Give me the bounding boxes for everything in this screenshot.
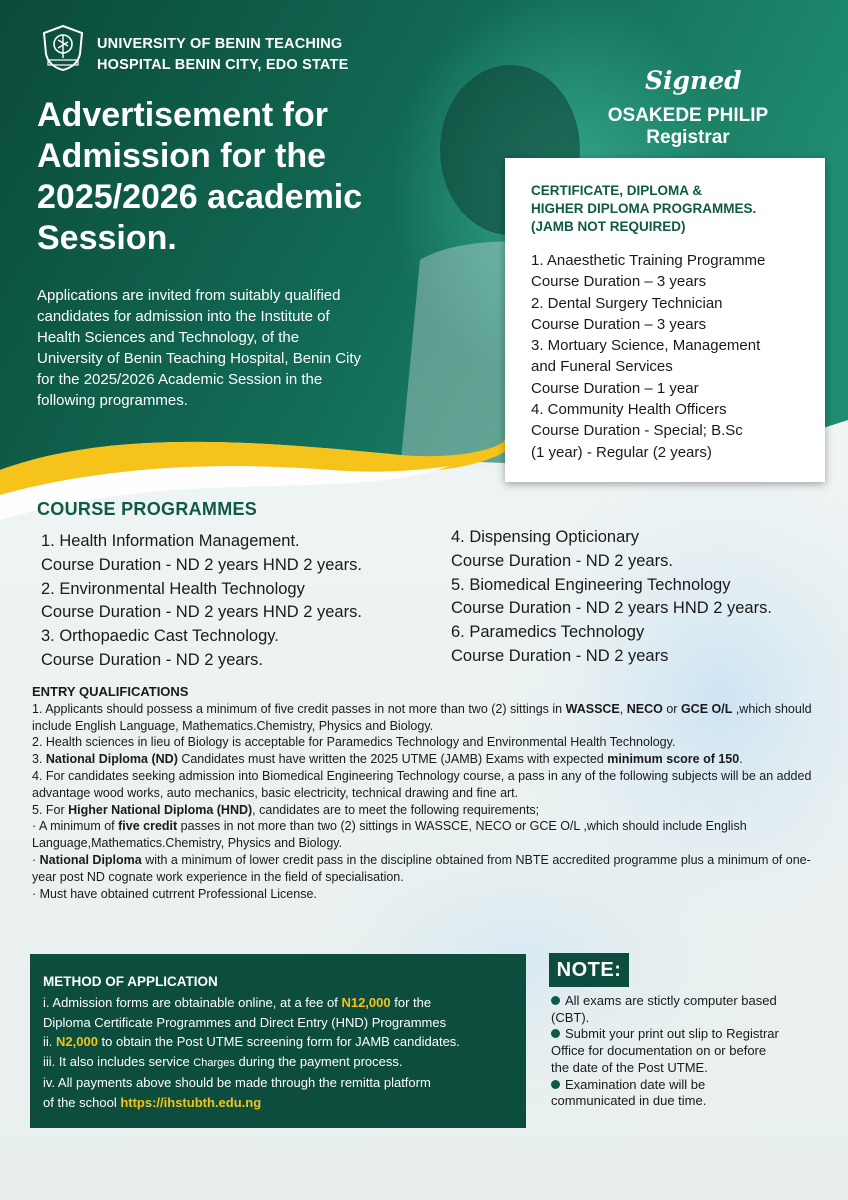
text: Submit your print out slip to Registrar: [565, 1026, 779, 1042]
entry-item-2: 2. Health sciences in lieu of Biology is acceptable for Paramedics Technology and Environmental Health Technology.: [32, 735, 676, 750]
note-list: [551, 993, 801, 1110]
note-line: [551, 1026, 801, 1043]
text: to obtain the Post UTME screening form for JAMB candidates.: [97, 1034, 460, 1049]
certificate-line: Course Duration – 1 year: [531, 379, 699, 397]
intro-line: for the 2025/2026 Academic Session in the: [37, 371, 323, 388]
certificate-heading: [531, 182, 807, 236]
text: ,: [619, 701, 624, 716]
method-line: [43, 1093, 514, 1113]
entry-qualifications: [32, 684, 822, 902]
method-of-application-box: [30, 954, 526, 1128]
note-badge: NOTE:: [549, 953, 629, 987]
intro-paragraph: [37, 285, 417, 411]
course-line: Course Duration - ND 2 years: [451, 646, 669, 665]
certificate-heading-line: (JAMB NOT REQUIRED): [531, 219, 686, 234]
course-programmes-heading: COURSE PROGRAMMES: [37, 499, 258, 519]
course-line: 1. Health Information Management.: [41, 532, 300, 550]
intro-line: following programmes.: [37, 392, 188, 409]
intro-line: Health Sciences and Technology, of the: [37, 329, 300, 346]
course-line: 4. Dispensing Opticionary: [451, 528, 640, 546]
hospital-name: [97, 34, 348, 76]
method-line: [43, 1052, 514, 1074]
note-line: (CBT).: [551, 1009, 590, 1025]
course-line: Course Duration - ND 2 years.: [451, 551, 673, 570]
text: iii. It also includes service: [43, 1053, 194, 1069]
note-line: [551, 1077, 801, 1094]
course-line: 3. Orthopaedic Cast Technology.: [41, 627, 279, 646]
method-heading: METHOD OF APPLICATION: [43, 974, 218, 989]
signatory: [598, 105, 778, 149]
course-line: Course Duration - ND 2 years HND 2 years.: [41, 603, 362, 622]
course-line: 6. Paramedics Technology: [451, 623, 645, 642]
text: National Diploma (ND): [45, 752, 178, 767]
note-line: [551, 993, 801, 1010]
certificate-line: and Funeral Services: [531, 358, 673, 376]
course-list-right: [451, 526, 772, 669]
text: NECO: [626, 701, 663, 716]
text: 3.: [32, 752, 46, 767]
bullet-dot-icon: [551, 1029, 560, 1038]
certificate-line: (1 year) - Regular (2 years): [531, 443, 712, 461]
text: National Diploma: [39, 852, 142, 867]
title-line: 2025/2026 academic: [37, 178, 363, 216]
note-item: [551, 993, 801, 1026]
note-line: the date of the Post UTME.: [551, 1059, 708, 1075]
text: 1. Applicants should possess a minimum of five credit passes in not more than two (2) sittings in: [32, 701, 566, 716]
bullet-dot-icon: [551, 1080, 560, 1089]
text: for the: [390, 995, 432, 1010]
certificate-line: Course Duration – 3 years: [531, 273, 707, 291]
course-line: Course Duration - ND 2 years HND 2 years.: [41, 555, 362, 574]
text: Candidates must have written the 2025 UTME (JAMB) Exams with expected: [177, 752, 608, 767]
certificate-programmes-box: [505, 158, 825, 482]
certificate-line: Course Duration – 3 years: [531, 315, 707, 333]
certificate-line: 1. Anaesthetic Training Programme: [531, 252, 766, 269]
text: or: [662, 701, 681, 716]
text: ,which should include English Language, Mathematics.Chemistry, Physics and Biology.: [32, 701, 812, 733]
method-line: [43, 1032, 514, 1052]
method-line: [43, 993, 514, 1013]
text: of the school: [43, 1094, 121, 1110]
signatory-name: OSAKEDE PHILIP: [607, 105, 769, 126]
note-line: Office for documentation on or before: [551, 1043, 767, 1059]
hospital-name-line-1: UNIVERSITY OF BENIN TEACHING: [97, 36, 343, 52]
hospital-name-line-2: HOSPITAL BENIN CITY, EDO STATE: [97, 57, 349, 73]
certificate-line: 2. Dental Surgery Technician: [531, 294, 723, 312]
fee-amount: N12,000: [341, 995, 391, 1010]
certificate-heading-line: HIGHER DIPLOMA PROGRAMMES.: [531, 201, 757, 216]
signatory-role: Registrar: [646, 127, 730, 148]
intro-line: University of Benin Teaching Hospital, Benin City: [37, 350, 362, 367]
text: All exams are stictly computer based: [565, 993, 777, 1008]
course-line: 2. Environmental Health Technology: [41, 579, 305, 598]
title-line: Advertisement for: [37, 96, 328, 134]
text: with a minimum of lower credit pass in the discipline obtained from NBTE accredited programme plus a minimum of one-year post ND cognate work experience in the field of specialisation.: [32, 852, 811, 884]
method-line: iv. All payments above should be made through the remitta platform: [43, 1075, 431, 1090]
note-item: [551, 1077, 801, 1110]
entry-item-3: [32, 751, 822, 768]
text: Charges: [193, 1056, 235, 1069]
certificate-line: 3. Mortuary Science, Management: [531, 337, 761, 355]
course-list-left: [41, 530, 362, 673]
crest-logo-icon: [40, 24, 86, 72]
course-line: 5. Biomedical Engineering Technology: [451, 575, 731, 594]
text: .: [739, 752, 743, 767]
certificate-heading-line: CERTIFICATE, DIPLOMA &: [531, 183, 702, 198]
certificate-list: [531, 250, 807, 463]
certificate-line: 4. Community Health Officers: [531, 401, 727, 419]
text: minimum score of 150: [607, 752, 740, 767]
text: ·: [32, 852, 40, 867]
entry-heading: ENTRY QUALIFICATIONS: [32, 684, 189, 699]
entry-bullet-2: [32, 852, 822, 886]
entry-item-1: [32, 701, 822, 735]
note-item: [551, 1026, 801, 1076]
course-line: Course Duration - ND 2 years.: [41, 650, 263, 669]
text: Examination date will be: [565, 1076, 706, 1092]
method-line: Diploma Certificate Programmes and Direct Entry (HND) Programmes: [43, 1014, 447, 1030]
text: , candidates are to meet the following requirements;: [252, 802, 540, 817]
title-line: Session.: [37, 219, 177, 257]
intro-line: Applications are invited from suitably qualified: [37, 287, 341, 304]
text: ii.: [43, 1034, 56, 1049]
fee-amount: N2,000: [56, 1034, 98, 1049]
text: · A minimum of: [32, 819, 119, 834]
page-title: [37, 95, 457, 259]
text: Higher National Diploma (HND): [68, 802, 253, 817]
entry-bullet-3: · Must have obtained cutrrent Professional License.: [32, 886, 317, 901]
text: five credit: [118, 819, 178, 834]
entry-bullet-1: [32, 818, 822, 852]
text: passes in not more than two (2) sittings in WASSCE, NECO or GCE O/L ,which should include English Language,Mathematics.Chemistry, Physics and Biology.: [32, 819, 747, 851]
text: GCE O/L: [680, 701, 733, 716]
text: i. Admission forms are obtainable online, at a fee of: [43, 995, 342, 1010]
entry-item-4: 4. For candidates seeking admission into Biomedical Engineering Technology course, a pass in any of the following subjects will be an added advantage wood works, auto mechanics, basic electricity, technical drawing and fine art.: [32, 768, 812, 800]
title-line: Admission for the: [37, 137, 327, 175]
bullet-dot-icon: [551, 996, 560, 1005]
school-url-link[interactable]: https://ihstubth.edu.ng: [120, 1094, 262, 1110]
text: 5. For: [32, 802, 69, 817]
signature-signed: Signed: [645, 66, 742, 95]
certificate-line: Course Duration - Special; B.Sc: [531, 422, 743, 440]
entry-item-5: [32, 802, 822, 819]
course-line: Course Duration - ND 2 years HND 2 years.: [451, 599, 772, 618]
intro-line: candidates for admission into the Institute of: [37, 308, 330, 325]
text: WASSCE: [565, 701, 620, 716]
note-line: communicated in due time.: [551, 1093, 707, 1109]
text: during the payment process.: [234, 1053, 403, 1069]
